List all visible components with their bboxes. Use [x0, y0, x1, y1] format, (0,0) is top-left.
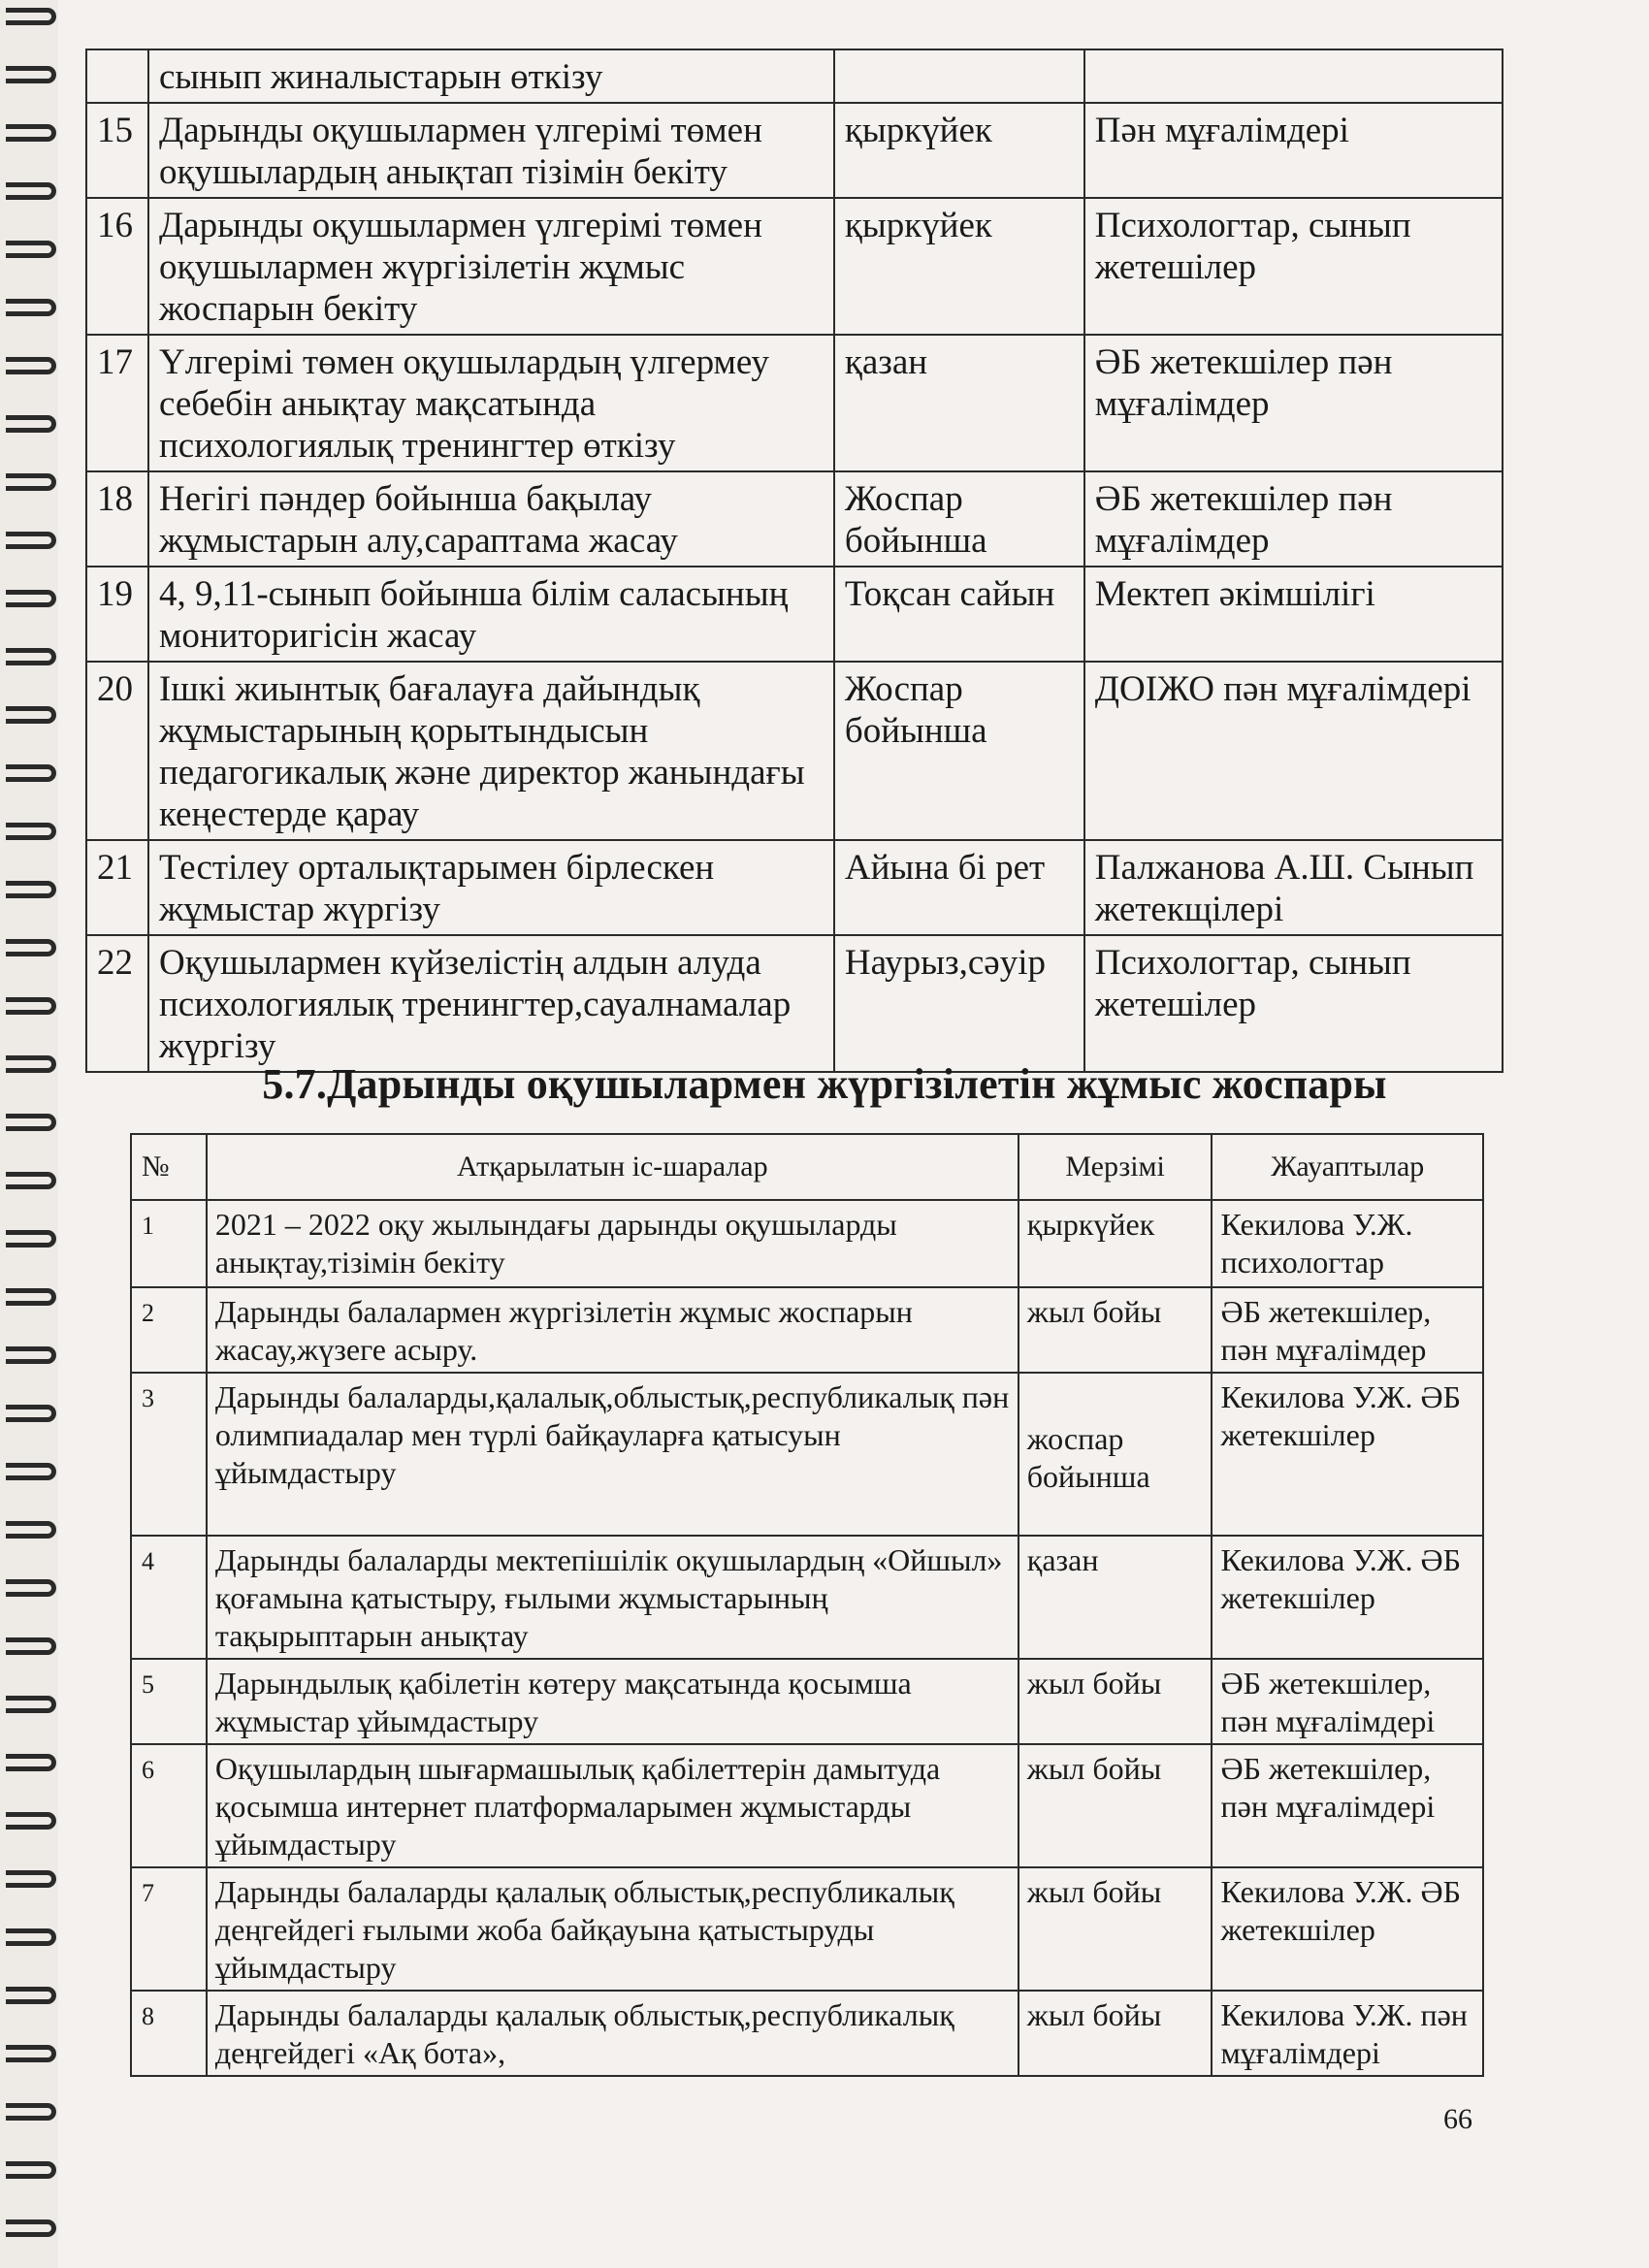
- row-responsible: Мектеп әкімшілігі: [1084, 567, 1503, 662]
- table-row: [131, 1536, 1483, 1659]
- row-number: 2: [131, 1287, 207, 1373]
- row-deadline: [834, 49, 1084, 103]
- spiral-ring: [6, 1637, 56, 1655]
- row-deadline: Наурыз,сәуір: [834, 935, 1084, 1072]
- row-event: Ішкі жиынтық бағалауға дайындық жұмыстарының қорытындысын педагогикалық және директор жанындағы кеңестерде қарау: [148, 662, 834, 840]
- row-event: Дарынды оқушылармен үлгерімі төмен оқушылардың анықтап тізімін бекіту: [148, 103, 834, 198]
- row-number: 7: [131, 1867, 207, 1991]
- row-deadline: жыл бойы: [1018, 1991, 1212, 2076]
- table-row: [86, 567, 1503, 662]
- header-responsible: Жауаптылар: [1212, 1134, 1483, 1200]
- table-row: [131, 1200, 1483, 1287]
- row-number: 4: [131, 1536, 207, 1659]
- table-row: [86, 471, 1503, 567]
- row-deadline: жоспар бойынша: [1018, 1373, 1212, 1536]
- row-deadline: жыл бойы: [1018, 1287, 1212, 1373]
- row-number: [86, 49, 148, 103]
- spiral-ring: [6, 1696, 56, 1713]
- spiral-ring: [6, 532, 56, 549]
- spiral-ring: [6, 997, 56, 1015]
- row-deadline: қыркүйек: [834, 198, 1084, 335]
- table-row: [131, 1991, 1483, 2076]
- row-responsible: ӘБ жетекшілер пән мұғалімдер: [1084, 335, 1503, 471]
- spiral-ring: [6, 648, 56, 665]
- spiral-ring: [6, 241, 56, 258]
- spiral-ring: [6, 124, 56, 142]
- table-row: [86, 662, 1503, 840]
- spiral-ring: [6, 2045, 56, 2062]
- row-deadline: қазан: [1018, 1536, 1212, 1659]
- row-responsible: Психологтар, сынып жетешілер: [1084, 198, 1503, 335]
- row-responsible: Палжанова А.Ш. Сынып жетекщілері: [1084, 840, 1503, 935]
- row-number: 19: [86, 567, 148, 662]
- spiral-ring: [6, 1928, 56, 1946]
- row-responsible: Кекилова У.Ж. ӘБ жетекшілер: [1212, 1536, 1483, 1659]
- spiral-ring: [6, 299, 56, 316]
- row-responsible: ӘБ жетекшілер пән мұғалімдер: [1084, 471, 1503, 567]
- spiral-ring: [6, 8, 56, 25]
- row-deadline: қыркүйек: [1018, 1200, 1212, 1287]
- row-event: 2021 – 2022 оқу жылындағы дарынды оқушыларды анықтау,тізімін бекіту: [207, 1200, 1018, 1287]
- row-number: 6: [131, 1744, 207, 1867]
- table-row: [86, 103, 1503, 198]
- spiral-ring: [6, 1405, 56, 1422]
- row-responsible: Кекилова У.Ж. психологтар: [1212, 1200, 1483, 1287]
- row-event: Оқушылармен күйзелістің алдын алуда психологиялық тренингтер,сауалнамалар жүргізу: [148, 935, 834, 1072]
- spiral-ring: [6, 823, 56, 840]
- spiral-ring: [6, 473, 56, 491]
- spiral-ring: [6, 1288, 56, 1306]
- table-row: [131, 1867, 1483, 1991]
- spiral-ring: [6, 1346, 56, 1364]
- row-number: 1: [131, 1200, 207, 1287]
- row-event: Дарынды балаларды мектепішілік оқушылардың «Ойшыл» қоғамына қатыстыру, ғылыми жұмыстарының тақырыптарын анықтау: [207, 1536, 1018, 1659]
- row-responsible: ӘБ жетекшілер, пән мұғалімдері: [1212, 1744, 1483, 1867]
- row-event: Дарынды балалармен жүргізілетін жұмыс жоспарын жасау,жүзеге асыру.: [207, 1287, 1018, 1373]
- table-row: [86, 49, 1503, 103]
- spiral-ring: [6, 1521, 56, 1539]
- row-responsible: Пән мұғалімдері: [1084, 103, 1503, 198]
- table-row: [86, 840, 1503, 935]
- spiral-ring: [6, 939, 56, 956]
- row-event: Дарынды балаларды,қалалық,облыстық,республикалық пән олимпиадалар мен түрлі байқауларға қатысуын ұйымдастыру: [207, 1373, 1018, 1536]
- row-deadline: Жоспар бойынша: [834, 471, 1084, 567]
- page-number: 66: [1443, 2103, 1472, 2135]
- row-event: Негігі пәндер бойынша бақылау жұмыстарын алу,сараптама жасау: [148, 471, 834, 567]
- row-event: Үлгерімі төмен оқушылардың үлгермеу себебін анықтау мақсатында психологиялық тренингтер өткізу: [148, 335, 834, 471]
- row-number: 15: [86, 103, 148, 198]
- row-number: 17: [86, 335, 148, 471]
- spiral-ring: [6, 706, 56, 724]
- row-responsible: Кекилова У.Ж. пән мұғалімдері: [1212, 1991, 1483, 2076]
- spiral-ring: [6, 1463, 56, 1480]
- row-number: 16: [86, 198, 148, 335]
- row-responsible: [1084, 49, 1503, 103]
- row-event: сынып жиналыстарын өткізу: [148, 49, 834, 103]
- table-row: [131, 1373, 1483, 1536]
- table-row: [131, 1744, 1483, 1867]
- row-deadline: Айына бі рет: [834, 840, 1084, 935]
- gifted-students-table: [130, 1133, 1484, 2077]
- row-responsible: Психологтар, сынып жетешілер: [1084, 935, 1503, 1072]
- spiral-ring: [6, 1172, 56, 1189]
- row-deadline: Жоспар бойынша: [834, 662, 1084, 840]
- row-number: 8: [131, 1991, 207, 2076]
- spiral-ring: [6, 1579, 56, 1597]
- row-deadline: жыл бойы: [1018, 1867, 1212, 1991]
- section-title: 5.7.Дарынды оқушылармен жүргізілетін жұмыс жоспары: [262, 1060, 1387, 1108]
- header-deadline: Мерзімі: [1018, 1134, 1212, 1200]
- table-row: [86, 935, 1503, 1072]
- spiral-ring: [6, 1114, 56, 1131]
- spiral-ring: [6, 764, 56, 782]
- row-responsible: Кекилова У.Ж. ӘБ жетекшілер: [1212, 1867, 1483, 1991]
- row-event: Дарынды балаларды қалалық облыстық,республикалық деңгейдегі «Ақ бота»,: [207, 1991, 1018, 2076]
- table-header-row: [131, 1134, 1483, 1200]
- row-event: Дарынды балаларды қалалық облыстық,республикалық деңгейдегі ғылыми жоба байқауына қатыстыруды ұйымдастыру: [207, 1867, 1018, 1991]
- row-deadline: қыркүйек: [834, 103, 1084, 198]
- row-number: 3: [131, 1373, 207, 1536]
- row-number: 20: [86, 662, 148, 840]
- row-event: 4, 9,11-сынып бойынша білім саласының мониторигісін жасау: [148, 567, 834, 662]
- spiral-ring: [6, 66, 56, 83]
- spiral-ring: [6, 1812, 56, 1830]
- row-deadline: Тоқсан сайын: [834, 567, 1084, 662]
- row-number: 5: [131, 1659, 207, 1744]
- spiral-ring: [6, 1987, 56, 2004]
- plan-table: [85, 49, 1504, 1073]
- table-row: [86, 198, 1503, 335]
- spiral-ring: [6, 357, 56, 374]
- spiral-ring: [6, 1230, 56, 1247]
- row-responsible: Кекилова У.Ж. ӘБ жетекшілер: [1212, 1373, 1483, 1536]
- spiral-ring: [6, 182, 56, 200]
- spiral-ring: [6, 590, 56, 607]
- table-row: [131, 1287, 1483, 1373]
- header-event: Атқарылатын іс-шаралар: [207, 1134, 1018, 1200]
- row-deadline: қазан: [834, 335, 1084, 471]
- row-number: 21: [86, 840, 148, 935]
- row-event: Оқушылардың шығармашылық қабілеттерін дамытуда қосымша интернет платформаларымен жұмыстарды ұйымдастыру: [207, 1744, 1018, 1867]
- row-deadline: жыл бойы: [1018, 1659, 1212, 1744]
- row-responsible: ӘБ жетекшілер, пән мұғалімдер: [1212, 1287, 1483, 1373]
- row-responsible: ДОІЖО пән мұғалімдері: [1084, 662, 1503, 840]
- spiral-ring: [6, 1870, 56, 1888]
- spiral-ring: [6, 2103, 56, 2121]
- row-event: Дарынды оқушылармен үлгерімі төмен оқушылармен жүргізілетін жұмыс жоспарын бекіту: [148, 198, 834, 335]
- row-event: Тестілеу орталықтарымен бірлескен жұмыстар жүргізу: [148, 840, 834, 935]
- spiral-ring: [6, 2219, 56, 2237]
- row-number: 18: [86, 471, 148, 567]
- spiral-ring: [6, 1754, 56, 1771]
- table-row: [131, 1659, 1483, 1744]
- row-deadline: жыл бойы: [1018, 1744, 1212, 1867]
- spiral-ring: [6, 2161, 56, 2179]
- row-responsible: ӘБ жетекшілер, пән мұғалімдері: [1212, 1659, 1483, 1744]
- row-number: 22: [86, 935, 148, 1072]
- table-row: [86, 335, 1503, 471]
- header-number: №: [131, 1134, 207, 1200]
- spiral-ring: [6, 881, 56, 898]
- spiral-ring: [6, 415, 56, 433]
- row-event: Дарындылық қабілетін көтеру мақсатында қосымша жұмыстар ұйымдастыру: [207, 1659, 1018, 1744]
